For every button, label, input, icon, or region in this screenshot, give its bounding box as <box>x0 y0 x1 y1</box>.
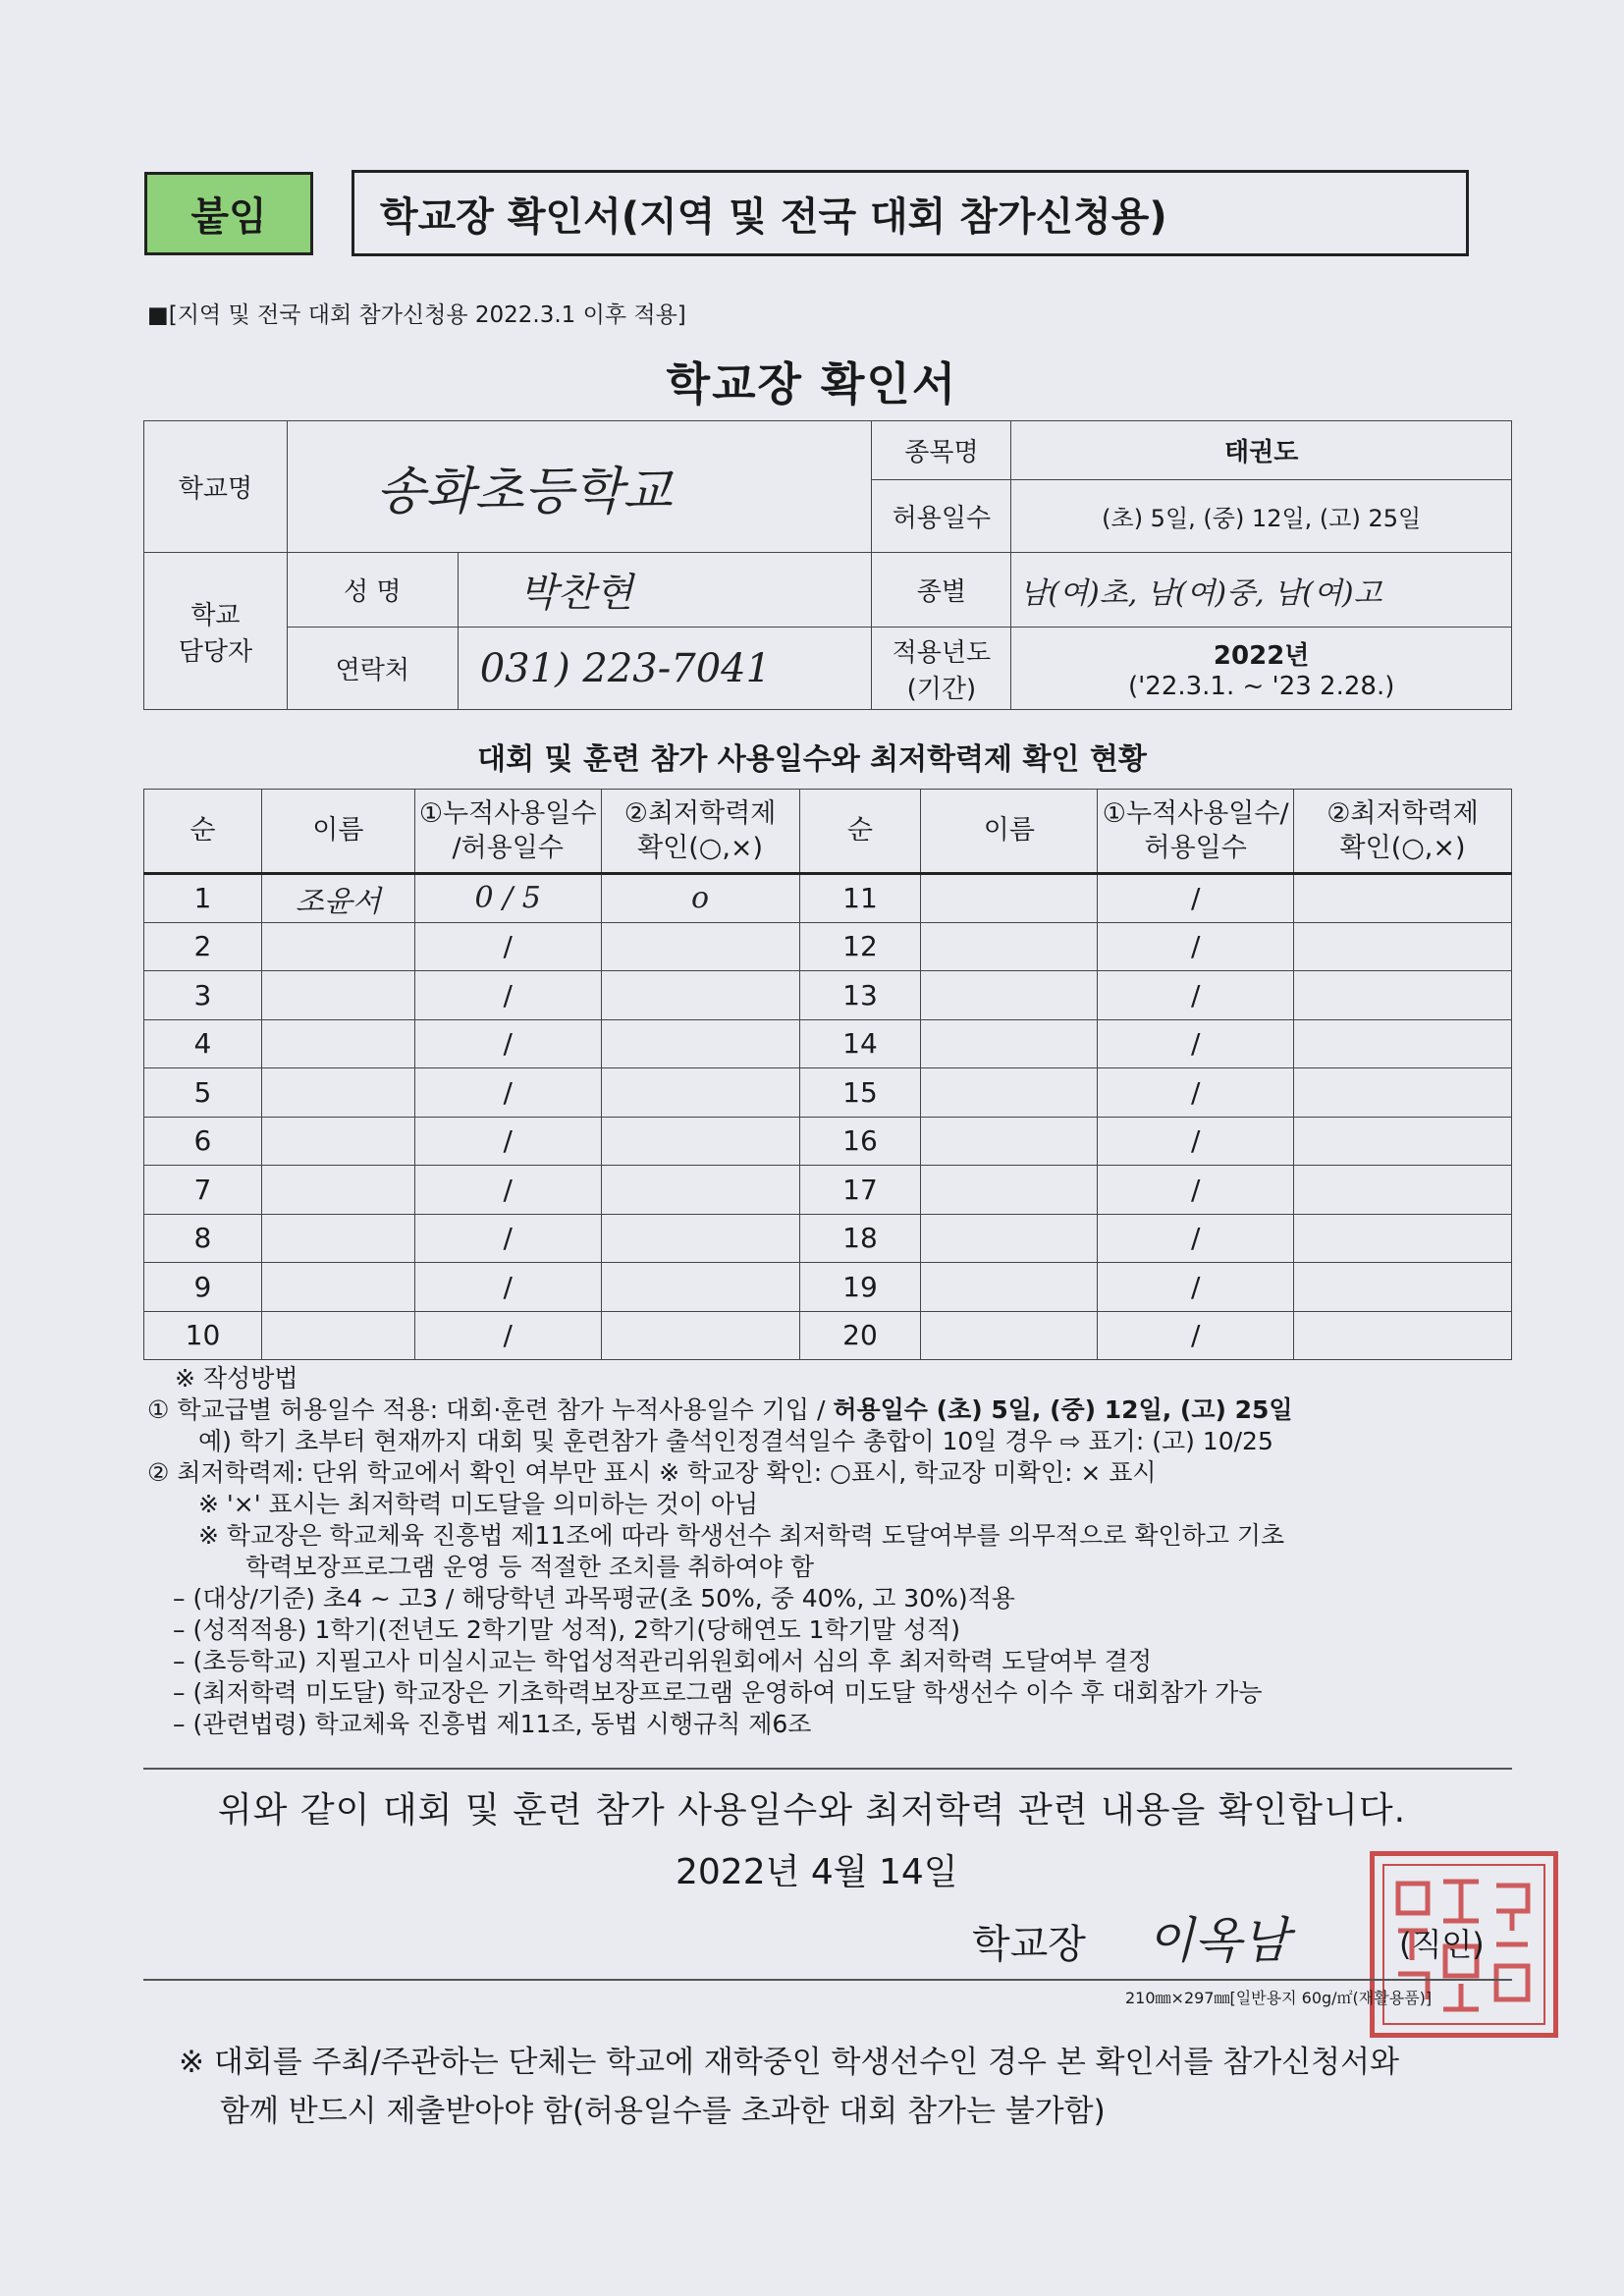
row-check-cell <box>601 1117 799 1166</box>
row-check-cell <box>1294 1263 1512 1312</box>
row-no-cell: 19 <box>799 1263 921 1312</box>
detail-5: – (관련법령) 학교체육 진흥법 제11조, 동법 시행규칙 제6조 <box>173 1710 812 1738</box>
row-check-cell <box>601 1068 799 1118</box>
school-name-value: 송화초등학교 <box>287 421 872 553</box>
row-check-cell <box>1294 922 1512 971</box>
row-name-cell <box>261 1117 414 1166</box>
row-name-cell <box>261 1068 414 1118</box>
principal-signature: 이옥남 <box>1147 1912 1289 1969</box>
note-3: ※ '×' 표시는 최저학력 미도달을 의미하는 것이 아님 <box>198 1490 759 1518</box>
document-title: 학교장 확인서(지역 및 전국 대회 참가신청용) <box>352 170 1469 256</box>
row-days-cell: / <box>414 1166 601 1215</box>
row-check-cell <box>1294 1311 1512 1360</box>
category-value: 남(여)초, 남(여)중, 남(여)고 <box>1011 553 1512 628</box>
writing-instructions <box>147 1363 1522 1740</box>
row-days-cell: / <box>1098 1117 1294 1166</box>
row-days-cell: / <box>1098 874 1294 923</box>
year-label: 적용년도 (기간) <box>872 628 1011 710</box>
note-1: ① 학교급별 허용일수 적용: 대회·훈련 참가 누적사용일수 기입 / 허용일수 (초) 5일, (중) 12일, (고) 25일 <box>147 1395 1293 1424</box>
col-check: ②최저학력제 확인(○,×) <box>601 790 799 874</box>
detail-2: – (성적적용) 1학기(전년도 2학기말 성적), 2학기(당해연도 1학기말 성적) <box>173 1615 960 1644</box>
contact-person-label: 학교 담당자 <box>144 553 288 710</box>
row-days-cell: / <box>1098 1263 1294 1312</box>
page-title: 학교장 확인서 <box>666 357 958 410</box>
row-no-cell: 18 <box>799 1214 921 1263</box>
detail-3: – (초등학교) 지필고사 미실시교는 학업성적관리위원회에서 심의 후 최저학력 도달여부 결정 <box>173 1647 1153 1675</box>
row-no-cell: 16 <box>799 1117 921 1166</box>
paper-spec-note: 210㎜×297㎜[일반용지 60g/㎡(재활용품)] <box>1125 1989 1433 2007</box>
col-name-right: 이름 <box>921 790 1098 874</box>
row-check-cell <box>1294 874 1512 923</box>
row-name-cell <box>261 1019 414 1068</box>
row-no-cell: 9 <box>144 1263 262 1312</box>
row-check-cell <box>601 1166 799 1215</box>
row-days-cell: / <box>414 1117 601 1166</box>
divider-bottom <box>143 1979 1512 1981</box>
row-check-cell: o <box>601 874 799 923</box>
row-days-cell: / <box>1098 922 1294 971</box>
row-no-cell: 20 <box>799 1311 921 1360</box>
school-info-table <box>143 420 1512 710</box>
row-days-cell: / <box>1098 1068 1294 1118</box>
row-days-cell: / <box>414 1311 601 1360</box>
applicability-note: ■[지역 및 전국 대회 참가신청용 2022.3.1 이후 적용] <box>147 302 686 328</box>
row-no-cell: 2 <box>144 922 262 971</box>
row-days-cell: / <box>1098 1214 1294 1263</box>
name-value: 박찬현 <box>458 553 872 628</box>
row-days-cell: / <box>414 1068 601 1118</box>
notes-heading: ※ 작성방법 <box>175 1364 298 1393</box>
table-row <box>144 1019 1512 1068</box>
phone-value: 031) 223-7041 <box>458 628 872 710</box>
row-no-cell: 5 <box>144 1068 262 1118</box>
row-no-cell: 4 <box>144 1019 262 1068</box>
school-name-label: 학교명 <box>144 421 288 553</box>
attachment-badge: 붙임 <box>144 172 313 255</box>
row-name-cell: 조윤서 <box>261 874 414 923</box>
seal-mark-label: (직인) <box>1399 1926 1485 1963</box>
detail-4: – (최저학력 미도달) 학교장은 기초학력보장프로그램 운영하여 미도달 학생선수 이수 후 대회참가 가능 <box>173 1678 1263 1707</box>
divider-top <box>143 1768 1512 1770</box>
submission-footer-note: ※ 대회를 주최/주관하는 단체는 학교에 재학중인 학생선수인 경우 본 확인서를 참가신청서와 함께 반드시 제출받아야 함(허용일수를 초과한 대회 참가는 불가함) <box>179 2045 1399 2129</box>
row-no-cell: 6 <box>144 1117 262 1166</box>
row-name-cell <box>921 922 1098 971</box>
row-name-cell <box>261 1166 414 1215</box>
note-4-cont: 학력보장프로그램 운영 등 적절한 조치를 취하여야 함 <box>245 1553 814 1581</box>
col-no-right: 순 <box>799 790 921 874</box>
row-no-cell: 10 <box>144 1311 262 1360</box>
row-no-cell: 17 <box>799 1166 921 1215</box>
row-no-cell: 12 <box>799 922 921 971</box>
row-days-cell: / <box>1098 1166 1294 1215</box>
year-value: 2022년 ('22.3.1. ~ '23 2.28.) <box>1011 628 1512 710</box>
row-days-cell: / <box>1098 1311 1294 1360</box>
row-name-cell <box>921 1311 1098 1360</box>
row-days-cell: / <box>414 971 601 1020</box>
row-check-cell <box>601 1019 799 1068</box>
row-name-cell <box>261 971 414 1020</box>
note-4: ※ 학교장은 학교체육 진흥법 제11조에 따라 학생선수 최저학력 도달여부를 의무적으로 확인하고 기초 <box>198 1521 1285 1550</box>
row-name-cell <box>261 1263 414 1312</box>
confirmation-statement: 위와 같이 대회 및 훈련 참가 사용일수와 최저학력 관련 내용을 확인합니다. <box>217 1790 1407 1831</box>
note-1-example: 예) 학기 초부터 현재까지 대회 및 훈련참가 출석인정결석일수 총합이 10일 경우 ⇨ 표기: (고) 10/25 <box>198 1427 1273 1455</box>
confirmation-date: 2022년 4월 14일 <box>676 1852 958 1892</box>
row-days-cell: / <box>414 1263 601 1312</box>
col-no: 순 <box>144 790 262 874</box>
row-check-cell <box>1294 1117 1512 1166</box>
row-days-cell: / <box>414 1214 601 1263</box>
row-check-cell <box>1294 1019 1512 1068</box>
row-name-cell <box>261 1214 414 1263</box>
phone-label: 연락처 <box>287 628 458 710</box>
row-no-cell: 14 <box>799 1019 921 1068</box>
row-name-cell <box>921 1117 1098 1166</box>
col-days-right: ①누적사용일수/ 허용일수 <box>1098 790 1294 874</box>
category-label: 종별 <box>872 553 1011 628</box>
row-check-cell <box>601 1311 799 1360</box>
row-check-cell <box>1294 1214 1512 1263</box>
row-check-cell <box>1294 1068 1512 1118</box>
table-row <box>144 1311 1512 1360</box>
table-row <box>144 1214 1512 1263</box>
table-row <box>144 1166 1512 1215</box>
row-name-cell <box>261 922 414 971</box>
row-check-cell <box>601 1214 799 1263</box>
row-name-cell <box>921 1214 1098 1263</box>
row-days-cell: 0 / 5 <box>414 874 601 923</box>
row-no-cell: 13 <box>799 971 921 1020</box>
row-check-cell <box>601 922 799 971</box>
table-row <box>144 1263 1512 1312</box>
row-days-cell: / <box>414 1019 601 1068</box>
row-no-cell: 1 <box>144 874 262 923</box>
row-days-cell: / <box>1098 1019 1294 1068</box>
row-name-cell <box>921 1068 1098 1118</box>
roster-section-title: 대회 및 훈련 참가 사용일수와 최저학력제 확인 현황 <box>477 742 1147 777</box>
table-row <box>144 1068 1512 1118</box>
table-row <box>144 971 1512 1020</box>
table-row <box>144 922 1512 971</box>
allowed-days-label: 허용일수 <box>872 480 1011 553</box>
row-days-cell: / <box>414 922 601 971</box>
row-no-cell: 7 <box>144 1166 262 1215</box>
row-name-cell <box>921 1166 1098 1215</box>
col-check-right: ②최저학력제 확인(○,×) <box>1294 790 1512 874</box>
table-row <box>144 874 1512 923</box>
principal-label: 학교장 <box>972 1922 1086 1967</box>
row-check-cell <box>601 1263 799 1312</box>
sport-label: 종목명 <box>872 421 1011 480</box>
note-2: ② 최저학력제: 단위 학교에서 확인 여부만 표시 ※ 학교장 확인: ○표시, 학교장 미확인: × 표시 <box>147 1458 1157 1487</box>
col-days: ①누적사용일수 /허용일수 <box>414 790 601 874</box>
row-check-cell <box>1294 971 1512 1020</box>
row-name-cell <box>921 1263 1098 1312</box>
allowed-days-value: (초) 5일, (중) 12일, (고) 25일 <box>1011 480 1512 553</box>
row-name-cell <box>921 874 1098 923</box>
row-no-cell: 11 <box>799 874 921 923</box>
row-check-cell <box>601 971 799 1020</box>
row-days-cell: / <box>1098 971 1294 1020</box>
row-name-cell <box>921 1019 1098 1068</box>
col-name: 이름 <box>261 790 414 874</box>
roster-header-row <box>144 790 1512 874</box>
table-row <box>144 1117 1512 1166</box>
row-no-cell: 8 <box>144 1214 262 1263</box>
sport-value: 태권도 <box>1011 421 1512 480</box>
row-no-cell: 15 <box>799 1068 921 1118</box>
name-label: 성 명 <box>287 553 458 628</box>
detail-1: – (대상/기준) 초4 ~ 고3 / 해당학년 과목평균(초 50%, 중 40%, 고 30%)적용 <box>173 1584 1015 1613</box>
row-name-cell <box>921 971 1098 1020</box>
row-no-cell: 3 <box>144 971 262 1020</box>
row-name-cell <box>261 1311 414 1360</box>
row-check-cell <box>1294 1166 1512 1215</box>
roster-table <box>143 789 1512 1360</box>
